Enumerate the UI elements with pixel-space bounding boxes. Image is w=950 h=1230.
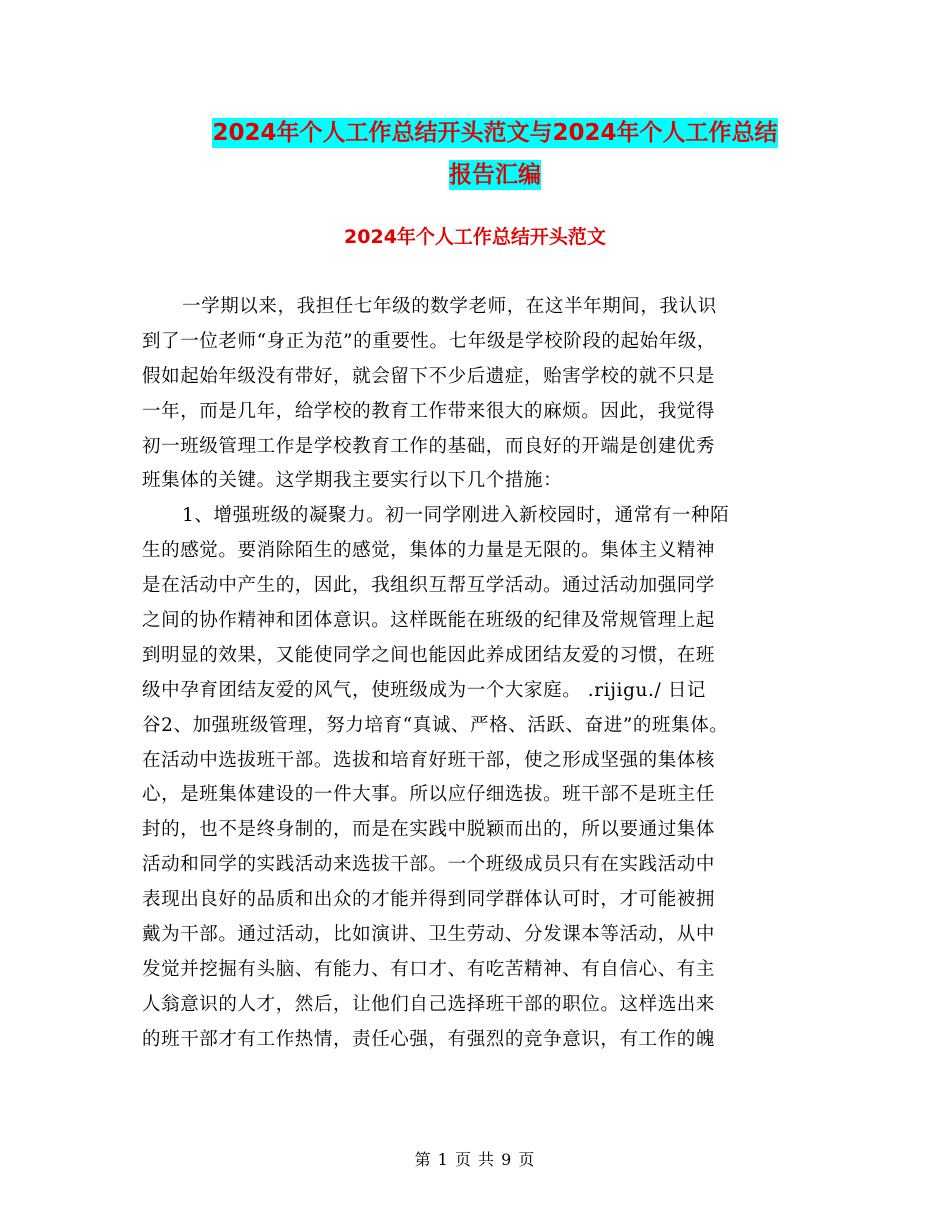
- text-line: 一学期以来，我担任七年级的数学老师，在这半年期间，我认识: [182, 296, 717, 317]
- text-line: 生的感觉。要消除陌生的感觉，集体的力量是无限的。集体主义精神: [142, 540, 716, 562]
- text-line: 假如起始年级没有带好，就会留下不少后遗症，贻害学校的就不只是: [142, 365, 716, 387]
- text-line: 的班干部才有工作热情，责任心强，有强烈的竞争意识，有工作的魄: [142, 1028, 716, 1050]
- text-line: 活动和同学的实践活动来选拔干部。一个班级成员只有在实践活动中: [142, 854, 716, 876]
- body-text: [142, 290, 832, 1058]
- document-title-line-2: 报告汇编: [449, 162, 541, 188]
- text-line: 初一班级管理工作是学校教育工作的基础，而良好的开端是创建优秀: [142, 435, 716, 457]
- text-line: 发觉并挖掘有头脑、有能力、有口才、有吃苦精神、有自信心、有主: [142, 958, 716, 980]
- text-line: 级中孕育团结友爱的风气，使班级成为一个大家庭。 .rijigu./ 日记: [142, 679, 707, 701]
- document-title-line-1: 2024年个人工作总结开头范文与2024年个人工作总结: [212, 120, 778, 146]
- text-line: 到明显的效果，又能使同学之间也能因此养成团结友爱的习惯，在班: [142, 644, 716, 666]
- page-footer: 第 1 页 共 9 页: [414, 1150, 536, 1169]
- document-title: [140, 112, 850, 196]
- text-line: 班集体的关键。这学期我主要实行以下几个措施：: [142, 470, 563, 492]
- text-line: 1、增强班级的凝聚力。初一同学刚进入新校园时，通常有一种陌: [182, 505, 730, 527]
- text-line: 心，是班集体建设的一件大事。所以应仔细选拔。班干部不是班主任: [142, 784, 716, 806]
- text-line: 人翁意识的人才，然后，让他们自己选择班干部的职位。这样选出来: [142, 993, 716, 1015]
- section-title: 2024年个人工作总结开头范文: [344, 226, 606, 248]
- text-line: 在活动中选拔班干部。选拔和培育好班干部，使之形成坚强的集体核: [142, 749, 716, 771]
- text-line: 表现出良好的品质和出众的才能并得到同学群体认可时，才可能被拥: [142, 889, 716, 911]
- text-line: 谷2、加强班级管理，努力培育“真诚、严格、活跃、奋进”的班集体。: [142, 714, 729, 736]
- text-line: 到了一位老师“身正为范”的重要性。七年级是学校阶段的起始年级，: [142, 330, 717, 352]
- text-line: 一年，而是几年，给学校的教育工作带来很大的麻烦。因此，我觉得: [142, 400, 716, 422]
- text-line: 戴为干部。通过活动，比如演讲、卫生劳动、分发课本等活动，从中: [142, 924, 716, 946]
- text-line: 封的，也不是终身制的，而是在实践中脱颖而出的，所以要通过集体: [142, 819, 716, 841]
- text-line: 之间的协作精神和团体意识。这样既能在班级的纪律及常规管理上起: [142, 610, 716, 632]
- text-line: 是在活动中产生的，因此，我组织互帮互学活动。通过活动加强同学: [142, 575, 716, 597]
